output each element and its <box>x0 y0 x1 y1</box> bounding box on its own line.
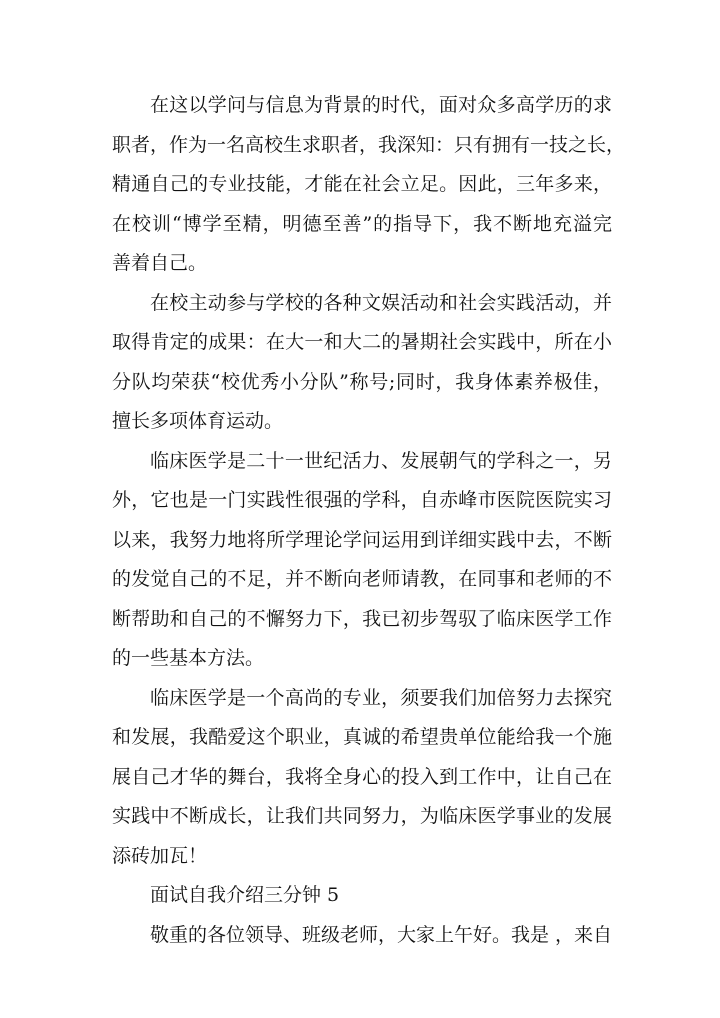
paragraph-line: 善着自己。 <box>112 252 208 274</box>
paragraph-line: 取得肯定的成果：在大一和大二的暑期社会实践中，所在小 <box>112 331 612 353</box>
paragraph-line: 添砖加瓦！ <box>112 844 208 867</box>
paragraph-line: 展自己才华的舞台，我将全身心的投入到工作中，让自己在 <box>112 765 612 788</box>
paragraph-line: 擅长多项体育运动。 <box>112 410 284 432</box>
paragraph-2 <box>112 284 612 442</box>
closing-paragraph-line: 敬重的各位领导、班级老师，大家上午好。我是 ，来自 <box>150 923 613 946</box>
paragraph-line: 以来，我努力地将所学理论学问运用到详细实践中去，不断 <box>112 528 612 551</box>
paragraph-line: 在这以学问与信息为背景的时代，面对众多高学历的求 <box>150 94 612 116</box>
section-heading: 面试自我介绍三分钟 5 <box>150 884 340 906</box>
paragraph-1 <box>112 86 626 284</box>
paragraph-line: 分队均荣获“校优秀小分队”称号;同时，我身体素养极佳， <box>112 370 612 393</box>
paragraph-line: 在校训“博学至精，明德至善”的指导下，我不断地充溢完 <box>112 212 612 235</box>
paragraph-line: 临床医学是一个高尚的专业，须要我们加倍努力去探究 <box>150 686 612 709</box>
paragraph-line: 精通自己的专业技能，才能在社会立足。因此，三年多来， <box>112 173 612 195</box>
paragraph-4 <box>112 679 612 877</box>
document-body <box>112 86 626 955</box>
paragraph-line: 职者，作为一名高校生求职者，我深知：只有拥有一技之长， <box>112 133 626 156</box>
paragraph-line: 临床医学是二十一世纪活力、发展朝气的学科之一，另 <box>150 449 612 472</box>
paragraph-line: 和发展，我酷爱这个职业，真诚的希望贵单位能给我一个施 <box>112 726 612 748</box>
paragraph-line: 的发觉自己的不足，并不断向老师请教，在同事和老师的不 <box>112 568 612 590</box>
paragraph-line: 在校主动参与学校的各种文娱活动和社会实践活动，并 <box>150 291 612 314</box>
paragraph-line: 断帮助和自己的不懈努力下，我已初步驾驭了临床医学工作 <box>112 607 612 630</box>
paragraph-line: 的一些基本方法。 <box>112 647 265 669</box>
paragraph-3 <box>112 442 612 679</box>
paragraph-line: 实践中不断成长，让我们共同努力，为临床医学事业的发展 <box>112 805 612 827</box>
paragraph-line: 外，它也是一门实践性很强的学科，自赤峰市医院医院实习 <box>112 489 612 511</box>
